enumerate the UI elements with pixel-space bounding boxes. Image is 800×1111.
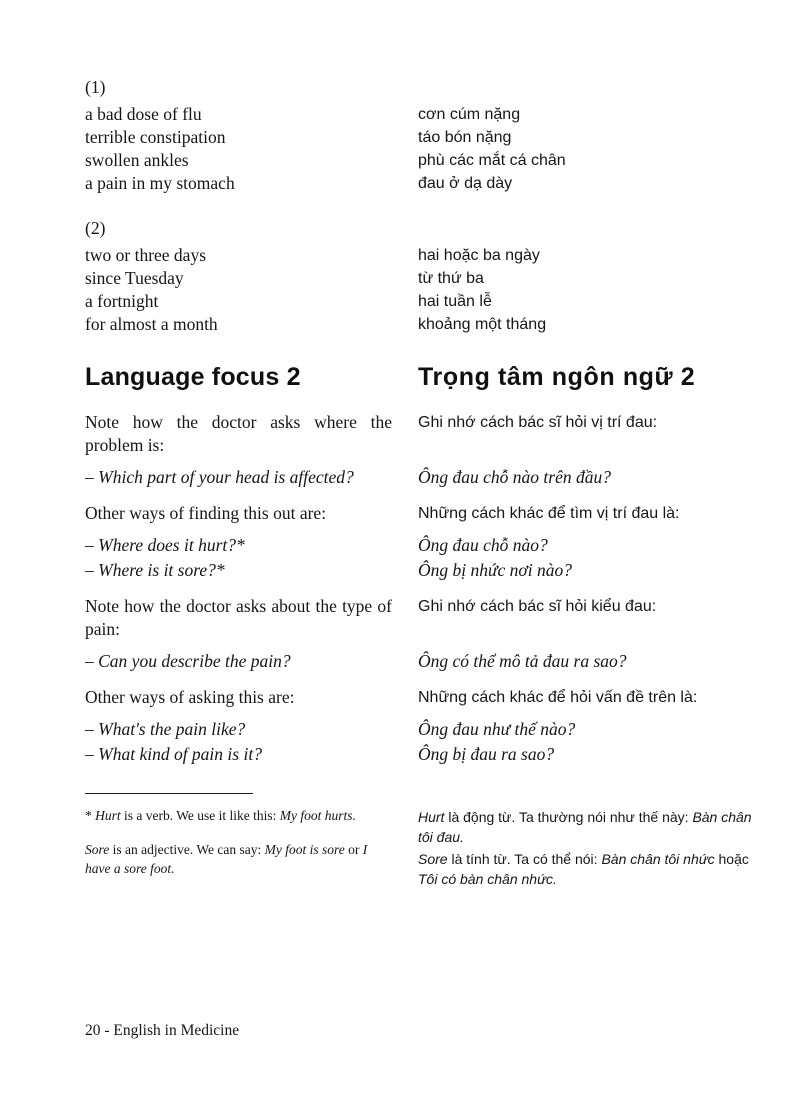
footnote-en: * Hurt is a verb. We use it like this: My foot hurts.: [85, 808, 356, 823]
section-headings: [85, 362, 762, 392]
example-vn: Ông có thể mô tả đau ra sao?: [418, 651, 627, 671]
phrase-en: swollen ankles: [85, 150, 189, 170]
section-title-en: Language focus 2: [85, 363, 301, 391]
phrase-vn: từ thứ ba: [418, 270, 484, 287]
page-footer: 20 - English in Medicine: [85, 1022, 240, 1039]
example-vn: Ông bị nhức nơi nào?: [418, 560, 573, 580]
intro-row: [85, 502, 762, 525]
intro-vn: Ghi nhớ cách bác sĩ hỏi kiểu đau:: [418, 598, 657, 615]
focus-block: [85, 502, 762, 582]
example-row: [85, 650, 762, 673]
example-row: [85, 559, 762, 582]
footnote-right-column: [418, 793, 762, 891]
phrase-vn: đau ở dạ dày: [418, 175, 513, 192]
footnote-rule: [85, 793, 253, 794]
list-label: (1): [85, 77, 106, 97]
phrase-list-1: [85, 76, 762, 195]
focus-block: [85, 595, 762, 673]
footnote-vn: Hurt là động từ. Ta thường nói như thế này: Bàn chân tôi đau.: [418, 809, 752, 845]
example-row: [85, 466, 762, 489]
footnote-left-column: [85, 793, 418, 893]
intro-row: [85, 411, 762, 457]
example-en: – Which part of your head is affected?: [85, 467, 354, 487]
section-title-vn: Trọng tâm ngôn ngữ 2: [418, 363, 696, 391]
example-vn: Ông bị đau ra sao?: [418, 744, 555, 764]
intro-row: [85, 686, 762, 709]
example-vn: Ông đau chỗ nào trên đầu?: [418, 467, 611, 487]
example-row: [85, 718, 762, 741]
phrase-en: terrible constipation: [85, 127, 226, 147]
intro-row: [85, 595, 762, 641]
example-en: – What's the pain like?: [85, 719, 246, 739]
phrase-en: for almost a month: [85, 314, 218, 334]
intro-en: Note how the doctor asks about the type of pain:: [85, 596, 392, 639]
example-vn: Ông đau như thế nào?: [418, 719, 576, 739]
phrase-en: a pain in my stomach: [85, 173, 235, 193]
footnotes: [85, 793, 762, 893]
examples: [85, 718, 762, 766]
focus-block: [85, 686, 762, 766]
phrase-vn: hai tuần lễ: [418, 293, 492, 310]
example-en: – What kind of pain is it?: [85, 744, 262, 764]
phrase-row: [85, 267, 762, 290]
phrase-row: [85, 244, 762, 267]
intro-vn: Ghi nhớ cách bác sĩ hỏi vị trí đau:: [418, 414, 658, 431]
phrase-row: [85, 172, 762, 195]
intro-en: Other ways of asking this are:: [85, 687, 295, 707]
example-en: – Can you describe the pain?: [85, 651, 291, 671]
intro-en: Other ways of finding this out are:: [85, 503, 327, 523]
example-row: [85, 743, 762, 766]
phrase-row: [85, 103, 762, 126]
example-vn: Ông đau chỗ nào?: [418, 535, 548, 555]
phrase-vn: hai hoặc ba ngày: [418, 247, 540, 264]
examples: [85, 466, 762, 489]
example-row: [85, 534, 762, 557]
phrase-en: since Tuesday: [85, 268, 184, 288]
phrase-vn: táo bón nặng: [418, 129, 512, 146]
page-content: [85, 76, 762, 893]
footnote-vn: Sore là tính từ. Ta có thể nói: Bàn chân tôi nhức hoặc Tôi có bàn chân nhức.: [418, 851, 749, 887]
phrase-en: a bad dose of flu: [85, 104, 202, 124]
phrase-row: [85, 313, 762, 336]
phrase-vn: phù các mắt cá chân: [418, 152, 566, 169]
list-label: (2): [85, 218, 106, 238]
phrase-vn: khoảng một tháng: [418, 316, 547, 333]
phrase-row: [85, 149, 762, 172]
example-en: – Where is it sore?*: [85, 560, 225, 580]
phrase-list-2: [85, 217, 762, 336]
intro-en: Note how the doctor asks where the problem is:: [85, 412, 392, 455]
phrase-en: a fortnight: [85, 291, 159, 311]
phrase-vn: cơn cúm nặng: [418, 106, 521, 123]
phrase-row: [85, 126, 762, 149]
phrase-en: two or three days: [85, 245, 207, 265]
examples: [85, 534, 762, 582]
phrase-row: [85, 290, 762, 313]
examples: [85, 650, 762, 673]
intro-vn: Những cách khác để tìm vị trí đau là:: [418, 505, 680, 522]
focus-block: [85, 411, 762, 489]
footnote-en: Sore is an adjective. We can say: My foot is sore or I have a sore foot.: [85, 842, 368, 876]
intro-vn: Những cách khác để hỏi vấn đề trên là:: [418, 689, 698, 706]
example-en: – Where does it hurt?*: [85, 535, 245, 555]
